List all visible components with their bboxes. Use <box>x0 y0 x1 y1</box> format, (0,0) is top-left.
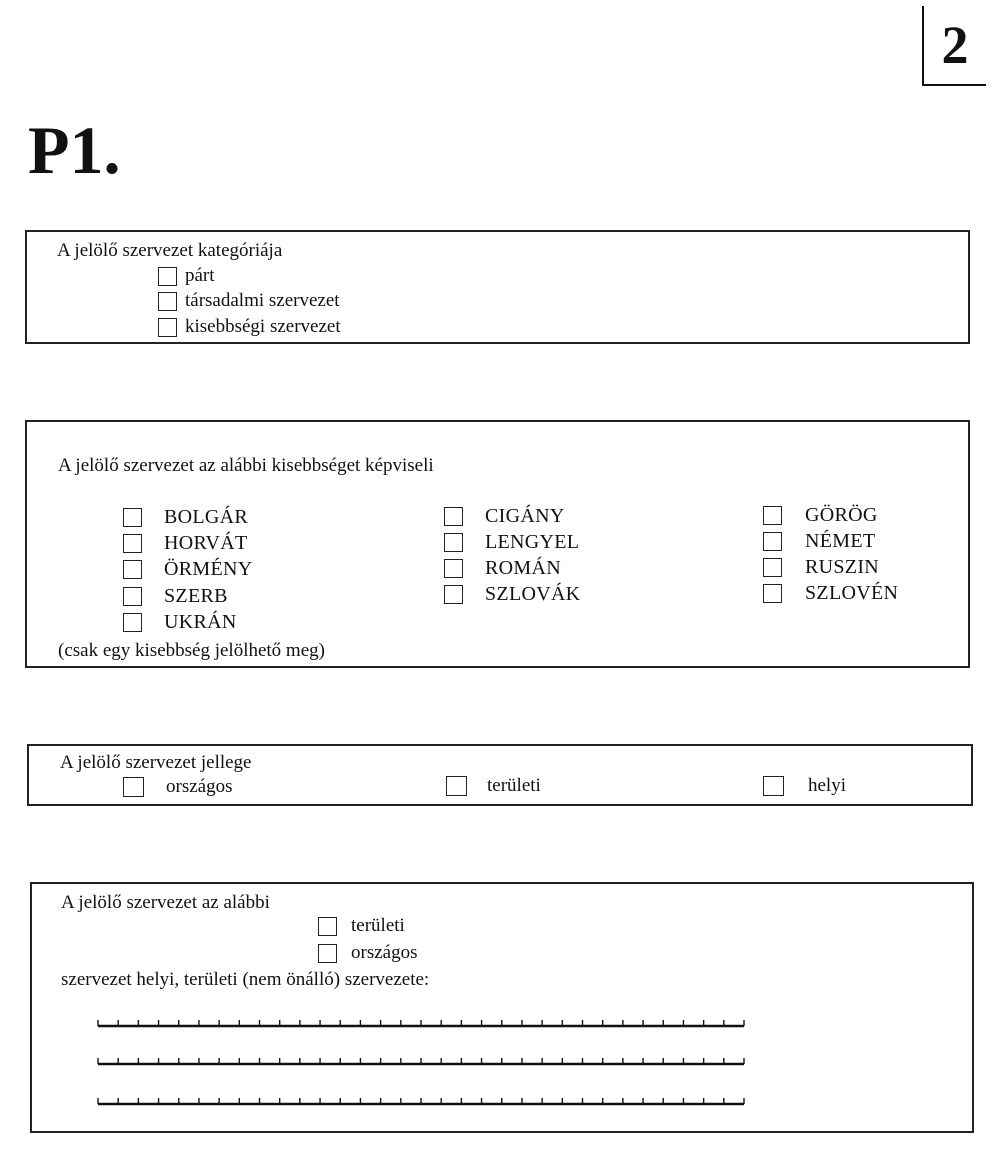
minority-option-roman[interactable] <box>444 557 561 579</box>
option-label: ROMÁN <box>485 557 561 579</box>
minority-option-bolgar[interactable] <box>123 506 248 528</box>
option-label: területi <box>351 915 405 936</box>
checkbox[interactable] <box>763 558 782 577</box>
fill-in-line-1[interactable] <box>96 1010 748 1034</box>
category-option-tarsadalmi[interactable] <box>158 290 340 312</box>
minority-option-horvat[interactable] <box>123 532 248 554</box>
category-option-kisebbsegi[interactable] <box>158 316 341 338</box>
form-heading: P1. <box>28 112 121 188</box>
option-label: területi <box>487 775 541 796</box>
affiliate-footer: szervezet helyi, területi (nem önálló) szervezete: <box>61 969 430 990</box>
minority-option-ruszin[interactable] <box>763 556 879 578</box>
minority-option-lengyel[interactable] <box>444 531 579 553</box>
option-label: SZLOVÁK <box>485 583 581 605</box>
minority-option-ormeny[interactable] <box>123 558 252 580</box>
checkbox[interactable] <box>158 318 177 337</box>
affiliate-title: A jelölő szervezet az alábbi <box>61 892 270 913</box>
fill-in-line-3[interactable] <box>96 1088 748 1112</box>
minority-option-szlovak[interactable] <box>444 583 580 605</box>
option-label: BOLGÁR <box>164 506 249 528</box>
minority-option-gorog[interactable] <box>763 504 878 526</box>
option-label: országos <box>166 776 233 797</box>
checkbox[interactable] <box>123 587 142 606</box>
checkbox[interactable] <box>444 585 463 604</box>
checkbox[interactable] <box>763 506 782 525</box>
option-label: LENGYEL <box>485 531 580 553</box>
checkbox[interactable] <box>123 534 142 553</box>
minority-option-szloven[interactable] <box>763 582 898 604</box>
checkbox[interactable] <box>123 613 142 632</box>
minority-option-szerb[interactable] <box>123 585 228 607</box>
option-label: helyi <box>808 775 846 796</box>
page-number: 2 <box>922 6 986 86</box>
option-label: GÖRÖG <box>805 504 878 526</box>
option-label: kisebbségi szervezet <box>185 316 341 337</box>
minority-option-ukran[interactable] <box>123 611 237 633</box>
minority-note: (csak egy kisebbség jelölhető meg) <box>58 640 325 661</box>
character-option-orszagos[interactable] <box>123 776 232 798</box>
category-option-part[interactable] <box>158 265 215 287</box>
option-label: párt <box>185 265 215 286</box>
checkbox[interactable] <box>123 508 142 527</box>
minority-title: A jelölő szervezet az alábbi kisebbséget képviseli <box>58 455 434 476</box>
checkbox[interactable] <box>123 777 144 797</box>
option-label: CIGÁNY <box>485 505 565 527</box>
checkbox[interactable] <box>763 776 784 796</box>
checkbox[interactable] <box>444 507 463 526</box>
checkbox[interactable] <box>444 559 463 578</box>
option-label: társadalmi szervezet <box>185 290 340 311</box>
checkbox[interactable] <box>446 776 467 796</box>
checkbox[interactable] <box>444 533 463 552</box>
checkbox[interactable] <box>763 532 782 551</box>
checkbox[interactable] <box>763 584 782 603</box>
checkbox[interactable] <box>318 917 337 936</box>
checkbox[interactable] <box>123 560 142 579</box>
affiliate-option-orszagos[interactable] <box>318 942 417 964</box>
option-label: RUSZIN <box>805 556 880 578</box>
category-title: A jelölő szervezet kategóriája <box>57 240 283 261</box>
minority-option-cigany[interactable] <box>444 505 565 527</box>
checkbox[interactable] <box>318 944 337 963</box>
option-label: NÉMET <box>805 530 876 552</box>
option-label: SZLOVÉN <box>805 582 899 604</box>
option-label: SZERB <box>164 585 228 607</box>
character-option-helyi[interactable] <box>763 775 846 797</box>
character-option-teruleti[interactable] <box>446 775 541 797</box>
option-label: HORVÁT <box>164 532 248 554</box>
checkbox[interactable] <box>158 267 177 286</box>
fill-in-line-2[interactable] <box>96 1048 748 1072</box>
option-label: ÖRMÉNY <box>164 558 253 580</box>
option-label: UKRÁN <box>164 611 237 633</box>
minority-option-nemet[interactable] <box>763 530 875 552</box>
affiliate-option-teruleti[interactable] <box>318 915 405 937</box>
checkbox[interactable] <box>158 292 177 311</box>
character-title: A jelölő szervezet jellege <box>60 752 252 773</box>
option-label: országos <box>351 942 418 963</box>
